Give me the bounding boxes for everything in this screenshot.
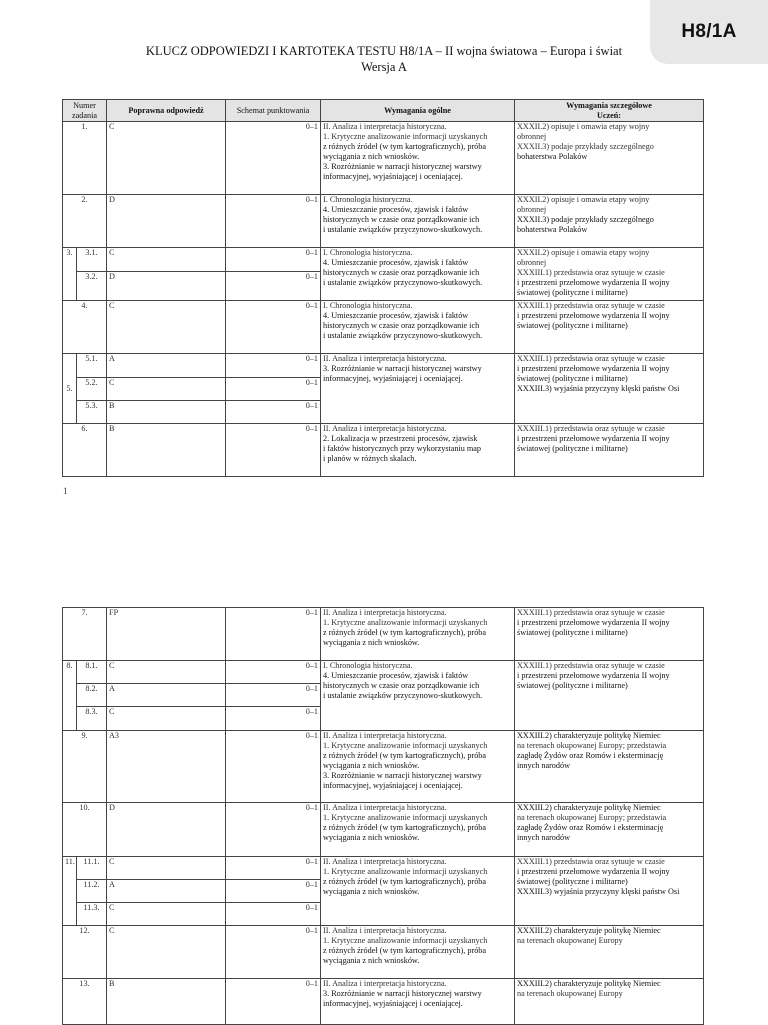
general-requirements	[321, 354, 515, 424]
correct-answer: FP	[107, 608, 226, 661]
requirement-line: zagładę Żydów oraz Romów i eksterminację	[517, 822, 664, 832]
requirement-line: i ustalanie związków przyczynowo-skutkowych.	[323, 224, 483, 234]
header-scoring-scheme: Schemat punktowania	[226, 100, 321, 122]
requirement-line: na terenach okupowanej Europy	[517, 935, 623, 945]
score-range: 0–1	[226, 195, 321, 248]
score-range: 0–1	[226, 608, 321, 661]
requirement-line: II. Analiza i interpretacja historyczna.	[323, 731, 447, 740]
subtask-number: 5.3.	[77, 401, 107, 424]
correct-answer: A	[107, 880, 226, 903]
requirement-line: i przestrzeni przełomowe wydarzenia II wojny	[517, 866, 670, 876]
correct-answer: A	[107, 684, 226, 707]
general-requirements	[321, 979, 515, 1025]
score-range: 0–1	[226, 248, 321, 272]
score-range: 0–1	[226, 301, 321, 354]
requirement-line: na terenach okupowanej Europy; przedstawia	[517, 812, 667, 822]
requirement-line: I. Chronologia historyczna.	[323, 195, 413, 204]
correct-answer: C	[107, 707, 226, 731]
requirement-line: i przestrzeni przełomowe wydarzenia II wojny	[517, 310, 670, 320]
score-range: 0–1	[226, 707, 321, 731]
task-number: 5.	[63, 354, 77, 424]
requirement-line: 2. Lokalizacja w przestrzeni procesów, zjawisk	[323, 433, 478, 443]
requirement-line: wyciągania z nich wniosków.	[323, 637, 420, 647]
requirement-line: historycznych w czasie oraz porządkowanie ich	[323, 320, 480, 330]
specific-requirements	[515, 926, 704, 979]
subtask-number: 3.2.	[77, 272, 107, 301]
general-requirements	[321, 248, 515, 301]
requirement-line: i ustalanie związków przyczynowo-skutkowych.	[323, 690, 483, 700]
correct-answer: A	[107, 354, 226, 378]
correct-answer: C	[107, 378, 226, 401]
requirement-line: z różnych źródeł (w tym kartograficznych), próba	[323, 822, 487, 832]
requirement-line: zagładę Żydów oraz Romów i eksterminację	[517, 750, 664, 760]
header-specific-line-2: Uczeń:	[596, 110, 622, 120]
table-row	[63, 195, 704, 248]
header-task-number: Numer zadania	[63, 100, 107, 122]
task-number: 7.	[63, 608, 107, 661]
specific-requirements	[515, 424, 704, 477]
general-requirements	[321, 803, 515, 857]
requirement-line: światowej (polityczne i militarne)	[517, 680, 628, 690]
task-number: 4.	[63, 301, 107, 354]
requirement-line: z różnych źródeł (w tym kartograficznych), próba	[323, 945, 487, 955]
document-title	[0, 43, 768, 75]
requirement-line: informacyjnej, wyjaśniającej i oceniającej.	[323, 780, 463, 790]
requirement-line: 1. Krytyczne analizowanie informacji uzyskanych	[323, 740, 488, 750]
correct-answer: C	[107, 301, 226, 354]
requirement-line: informacyjnej, wyjaśniającej i oceniającej.	[323, 171, 463, 181]
requirement-line: XXXIII.1) przedstawia oraz sytuuje w czasie	[517, 267, 665, 277]
requirement-line: z różnych źródeł (w tym kartograficznych), próba	[323, 141, 486, 151]
requirement-line: historycznych w czasie oraz porządkowanie ich	[323, 267, 480, 277]
table-row	[63, 926, 704, 979]
title-line-2: Wersja A	[361, 60, 407, 74]
requirement-line: z różnych źródeł (w tym kartograficznych), próba	[323, 627, 487, 637]
requirement-line: i ustalanie związków przyczynowo-skutkowych.	[323, 330, 483, 340]
table-header-row	[63, 100, 704, 122]
general-requirements	[321, 661, 515, 731]
table-row	[63, 354, 704, 378]
requirement-line: obronnej	[517, 131, 547, 141]
specific-requirements	[515, 979, 704, 1025]
header-specific-requirements	[515, 100, 704, 122]
general-requirements	[321, 424, 515, 477]
requirement-line: II. Analiza i interpretacja historyczna.	[323, 926, 447, 935]
requirement-line: wyciągania z nich wniosków.	[323, 832, 420, 842]
requirement-line: XXXII.2) opisuje i omawia etapy wojny	[517, 248, 650, 257]
task-number: 10.	[63, 803, 107, 857]
requirement-line: informacyjnej, wyjaśniającej i oceniającej.	[323, 998, 463, 1008]
task-number: 3.	[63, 248, 77, 301]
requirement-line: II. Analiza i interpretacja historyczna.	[323, 979, 447, 988]
task-number: 11.	[63, 857, 77, 926]
correct-answer: D	[107, 195, 226, 248]
subtask-number: 11.3.	[77, 903, 107, 926]
task-number: 1.	[63, 122, 107, 195]
requirement-line: z różnych źródeł (w tym kartograficznych), próba	[323, 876, 487, 886]
requirement-line: i przestrzeni przełomowe wydarzenia II wojny	[517, 670, 670, 680]
requirement-line: 1. Krytyczne analizowanie informacji uzyskanych	[323, 935, 488, 945]
answer-key-table-part-1	[62, 99, 704, 477]
correct-answer: C	[107, 926, 226, 979]
requirement-line: 3. Rozróżnianie w narracji historycznej warstwy	[323, 770, 482, 780]
score-range: 0–1	[226, 661, 321, 684]
score-range: 0–1	[226, 354, 321, 378]
table-row	[63, 979, 704, 1025]
requirement-line: innych narodów	[517, 760, 570, 770]
subtask-number: 11.2.	[77, 880, 107, 903]
correct-answer: C	[107, 122, 226, 195]
correct-answer: C	[107, 903, 226, 926]
specific-requirements	[515, 248, 704, 301]
header-specific-line-1: Wymagania szczegółowe	[566, 101, 652, 110]
requirement-line: XXXIII.1) przedstawia oraz sytuuje w czasie	[517, 661, 665, 670]
requirement-line: XXXIII.2) charakteryzuje politykę Niemiec	[517, 979, 661, 988]
specific-requirements	[515, 857, 704, 926]
answer-key-table-part-2	[62, 607, 704, 1025]
general-requirements	[321, 731, 515, 803]
requirement-line: 1. Krytyczne analizowanie informacji uzyskanych	[323, 617, 488, 627]
specific-requirements	[515, 608, 704, 661]
requirement-line: I. Chronologia historyczna.	[323, 661, 413, 670]
requirement-line: II. Analiza i interpretacja historyczna.	[323, 608, 447, 617]
specific-requirements	[515, 661, 704, 731]
requirement-line: XXXIII.1) przedstawia oraz sytuuje w czasie	[517, 301, 665, 310]
test-code-tag: H8/1A	[650, 0, 768, 64]
requirement-line: historycznych w czasie oraz porządkowanie ich	[323, 214, 480, 224]
requirement-line: XXXIII.1) przedstawia oraz sytuuje w czasie	[517, 354, 665, 363]
subtask-number: 8.2.	[77, 684, 107, 707]
requirement-line: światowej (polityczne i militarne)	[517, 627, 628, 637]
requirement-line: XXXIII.2) charakteryzuje politykę Niemiec	[517, 926, 661, 935]
requirement-line: światowej (polityczne i militarne)	[517, 287, 628, 297]
specific-requirements	[515, 301, 704, 354]
requirement-line: na terenach okupowanej Europy; przedstawia	[517, 740, 667, 750]
requirement-line: wyciągania z nich wniosków.	[323, 955, 420, 965]
task-number: 8.	[63, 661, 77, 731]
requirement-line: 1. Krytyczne analizowanie informacji uzyskanych	[323, 866, 488, 876]
subtask-number: 3.1.	[77, 248, 107, 272]
requirement-line: z różnych źródeł (w tym kartograficznych), próba	[323, 750, 487, 760]
score-range: 0–1	[226, 903, 321, 926]
score-range: 0–1	[226, 122, 321, 195]
score-range: 0–1	[226, 880, 321, 903]
requirement-line: II. Analiza i interpretacja historyczna.	[323, 803, 447, 812]
requirement-line: XXXIII.2) charakteryzuje politykę Niemiec	[517, 803, 661, 812]
correct-answer: C	[107, 248, 226, 272]
score-range: 0–1	[226, 401, 321, 424]
task-number: 2.	[63, 195, 107, 248]
general-requirements	[321, 608, 515, 661]
table-row	[63, 731, 704, 803]
requirement-line: obronnej	[517, 204, 547, 214]
score-range: 0–1	[226, 857, 321, 880]
requirement-line: II. Analiza i interpretacja historyczna.	[323, 354, 447, 363]
requirement-line: 4. Umieszczanie procesów, zjawisk i faktów	[323, 257, 469, 267]
requirement-line: II. Analiza i interpretacja historyczna.	[323, 122, 447, 131]
requirement-line: światowej (polityczne i militarne)	[517, 373, 628, 383]
requirement-line: i faktów historycznych przy wykorzystaniu map	[323, 443, 482, 453]
score-range: 0–1	[226, 272, 321, 301]
correct-answer: A3	[107, 731, 226, 803]
table-row	[63, 301, 704, 354]
requirement-line: i przestrzeni przełomowe wydarzenia II wojny	[517, 617, 670, 627]
requirement-line: wyciągania z nich wniosków.	[323, 151, 420, 161]
requirement-line: XXXIII.1) przedstawia oraz sytuuje w czasie	[517, 608, 665, 617]
requirement-line: XXXII.3) podaje przykłady szczególnego	[517, 141, 654, 151]
task-number: 13.	[63, 979, 107, 1025]
requirement-line: XXXII.2) opisuje i omawia etapy wojny	[517, 122, 650, 131]
requirement-line: 4. Umieszczanie procesów, zjawisk i faktów	[323, 310, 469, 320]
requirement-line: innych narodów	[517, 832, 570, 842]
correct-answer: C	[107, 857, 226, 880]
score-range: 0–1	[226, 979, 321, 1025]
correct-answer: B	[107, 401, 226, 424]
specific-requirements	[515, 122, 704, 195]
header-correct-answer: Poprawna odpowiedź	[107, 100, 226, 122]
table-row	[63, 803, 704, 857]
subtask-number: 5.2.	[77, 378, 107, 401]
correct-answer: B	[107, 424, 226, 477]
requirement-line: i planów w różnych skalach.	[323, 453, 417, 463]
requirement-line: XXXIII.2) charakteryzuje politykę Niemiec	[517, 731, 661, 740]
table-row	[63, 424, 704, 477]
score-range: 0–1	[226, 378, 321, 401]
table-row	[63, 857, 704, 880]
requirement-line: i przestrzeni przełomowe wydarzenia II wojny	[517, 433, 670, 443]
requirement-line: I. Chronologia historyczna.	[323, 301, 413, 310]
specific-requirements	[515, 354, 704, 424]
requirement-line: na terenach okupowanej Europy	[517, 988, 623, 998]
requirement-line: wyciągania z nich wniosków.	[323, 886, 420, 896]
requirement-line: historycznych w czasie oraz porządkowanie ich	[323, 680, 480, 690]
general-requirements	[321, 857, 515, 926]
requirement-line: bohaterstwa Polaków	[517, 151, 588, 161]
correct-answer: D	[107, 803, 226, 857]
table-row	[63, 122, 704, 195]
requirement-line: II. Analiza i interpretacja historyczna.	[323, 857, 447, 866]
subtask-number: 5.1.	[77, 354, 107, 378]
requirement-line: XXXII.2) opisuje i omawia etapy wojny	[517, 195, 650, 204]
specific-requirements	[515, 803, 704, 857]
requirement-line: XXXII.3) podaje przykłady szczególnego	[517, 214, 654, 224]
subtask-number: 8.3.	[77, 707, 107, 731]
header-general-requirements: Wymagania ogólne	[321, 100, 515, 122]
correct-answer: C	[107, 661, 226, 684]
subtask-number: 8.1.	[77, 661, 107, 684]
task-number: 12.	[63, 926, 107, 979]
requirement-line: 3. Rozróżnianie w narracji historycznej warstwy	[323, 988, 482, 998]
general-requirements	[321, 195, 515, 248]
general-requirements	[321, 301, 515, 354]
task-number: 9.	[63, 731, 107, 803]
requirement-line: 3. Rozróżnianie w narracji historycznej warstwy	[323, 363, 482, 373]
specific-requirements	[515, 195, 704, 248]
requirement-line: wyciągania z nich wniosków.	[323, 760, 420, 770]
score-range: 0–1	[226, 684, 321, 707]
requirement-line: 3. Rozróżnianie w narracji historycznej warstwy	[323, 161, 482, 171]
table-row	[63, 661, 704, 684]
score-range: 0–1	[226, 424, 321, 477]
requirement-line: informacyjnej, wyjaśniającej i oceniającej.	[323, 373, 463, 383]
score-range: 0–1	[226, 926, 321, 979]
requirement-line: XXXIII.3) wyjaśnia przyczyny klęski państw Osi	[517, 383, 680, 393]
task-number: 6.	[63, 424, 107, 477]
requirement-line: XXXIII.1) przedstawia oraz sytuuje w czasie	[517, 857, 665, 866]
requirement-line: światowej (polityczne i militarne)	[517, 876, 628, 886]
requirement-line: i przestrzeni przełomowe wydarzenia II wojny	[517, 363, 670, 373]
requirement-line: obronnej	[517, 257, 547, 267]
specific-requirements	[515, 731, 704, 803]
score-range: 0–1	[226, 731, 321, 803]
requirement-line: 1. Krytyczne analizowanie informacji uzyskanych	[323, 131, 488, 141]
correct-answer: B	[107, 979, 226, 1025]
requirement-line: bohaterstwa Polaków	[517, 224, 588, 234]
table-row	[63, 248, 704, 272]
page-number: 1	[63, 486, 68, 496]
requirement-line: XXXIII.1) przedstawia oraz sytuuje w czasie	[517, 424, 665, 433]
title-line-1: KLUCZ ODPOWIEDZI I KARTOTEKA TESTU H8/1A – II wojna światowa – Europa i świat	[145, 44, 623, 58]
score-range: 0–1	[226, 803, 321, 857]
requirement-line: I. Chronologia historyczna.	[323, 248, 413, 257]
requirement-line: 4. Umieszczanie procesów, zjawisk i faktów	[323, 670, 469, 680]
requirement-line: 1. Krytyczne analizowanie informacji uzyskanych	[323, 812, 488, 822]
requirement-line: II. Analiza i interpretacja historyczna.	[323, 424, 447, 433]
requirement-line: 4. Umieszczanie procesów, zjawisk i faktów	[323, 204, 469, 214]
general-requirements	[321, 926, 515, 979]
requirement-line: światowej (polityczne i militarne)	[517, 443, 628, 453]
requirement-line: i przestrzeni przełomowe wydarzenia II wojny	[517, 277, 670, 287]
general-requirements	[321, 122, 515, 195]
requirement-line: XXXIII.3) wyjaśnia przyczyny klęski państw Osi	[517, 886, 680, 896]
requirement-line: i ustalanie związków przyczynowo-skutkowych.	[323, 277, 483, 287]
table-row	[63, 608, 704, 661]
correct-answer: D	[107, 272, 226, 301]
subtask-number: 11.1.	[77, 857, 107, 880]
requirement-line: światowej (polityczne i militarne)	[517, 320, 628, 330]
